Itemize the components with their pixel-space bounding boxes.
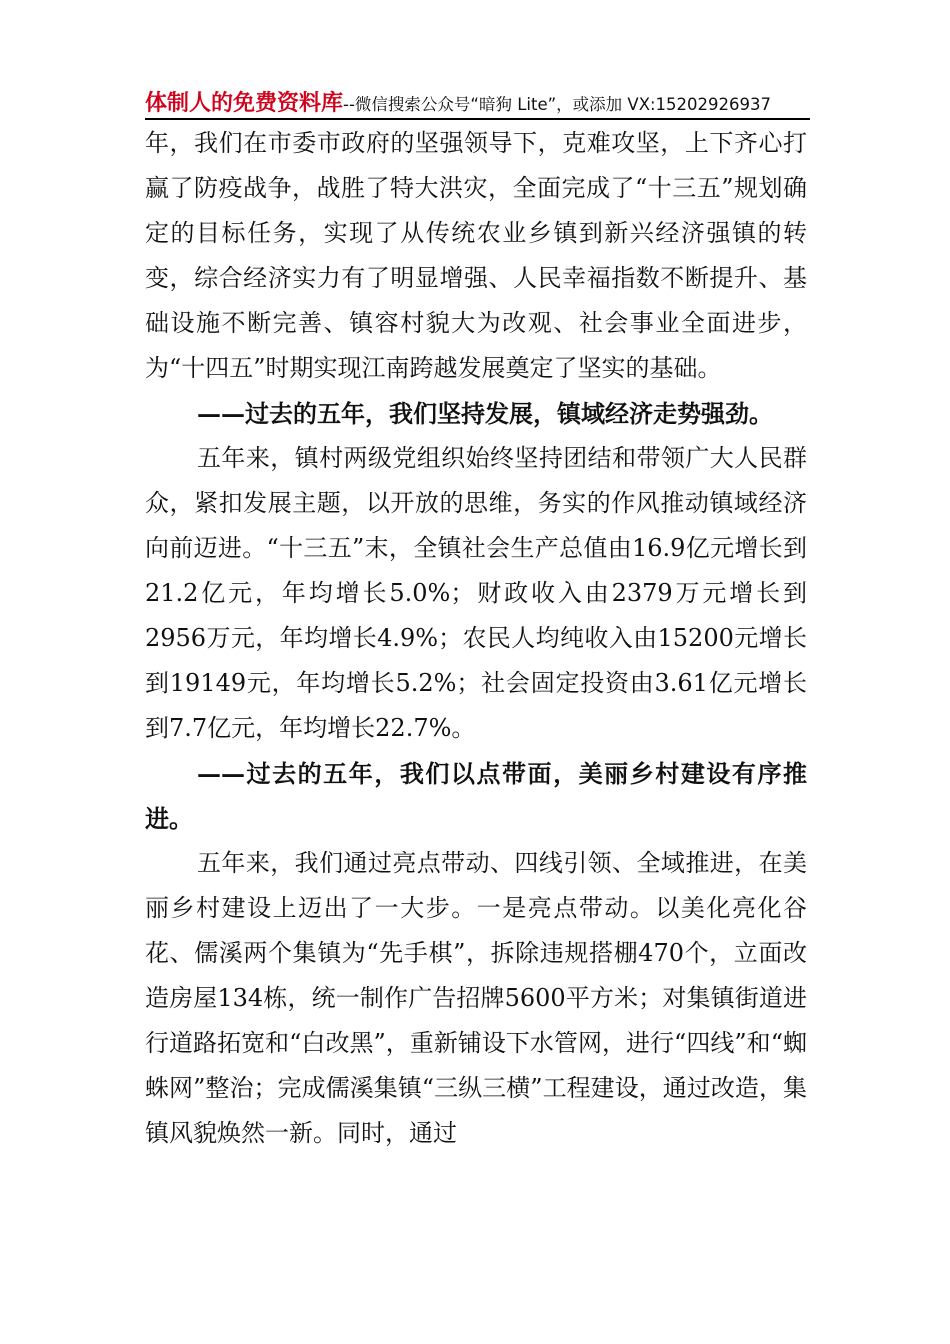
paragraph-continuation: 年，我们在市委市政府的坚强领导下，克难攻坚，上下齐心打赢了防疫战争，战胜了特大洪灾，全面完成了“十三五”规划确定的目标任务，实现了从传统农业乡镇到新兴经济强镇的转变，综合经济实力有了明显增强、人民幸福指数不断提升、基础设施不断完善、镇容村貌大为改观、社会事业全面进步，为“十四五”时期实现江南跨越发展奠定了坚实的基础。 bbox=[145, 129, 807, 382]
section-heading-economy: ——过去的五年，我们坚持发展，镇域经济走势强劲。 bbox=[197, 399, 773, 428]
document-body bbox=[145, 121, 807, 1156]
header-brand: 体制人的免费资料库 bbox=[145, 91, 344, 116]
section-heading-village: ——过去的五年，我们以点带面，美丽乡村建设有序推进。 bbox=[145, 759, 807, 833]
paragraph-village: 五年来，我们通过亮点带动、四线引领、全域推进，在美丽乡村建设上迈出了一大步。一是亮点带动。以美化亮化谷花、儒溪两个集镇为“先手棋”，拆除违规搭棚470个，立面改造房屋134栋，统一制作广告招牌5600平方米；对集镇街道进行道路拓宽和“白改黑”，重新铺设下水管网，进行“四线”和“蜘蛛网”整治；完成儒溪集镇“三纵三横”工程建设，通过改造，集镇风貌焕然一新。同时，通过 bbox=[145, 849, 807, 1147]
page-header bbox=[145, 86, 810, 116]
paragraph-economy: 五年来，镇村两级党组织始终坚持团结和带领广大人民群众，紧扣发展主题，以开放的思维，务实的作风推动镇域经济向前迈进。“十三五”末，全镇社会生产总值由16.9亿元增长到21.2亿元，年均增长5.0%；财政收入由2379万元增长到2956万元，年均增长4.9%；农民人均纯收入由15200元增长到19149元，年均增长5.2%；社会固定投资由3.61亿元增长到7.7亿元，年均增长22.7%。 bbox=[145, 444, 807, 742]
header-note: --微信搜索公众号“暗狗 Lite”，或添加 VX:15202926937 bbox=[343, 95, 772, 114]
header-divider bbox=[145, 118, 810, 120]
